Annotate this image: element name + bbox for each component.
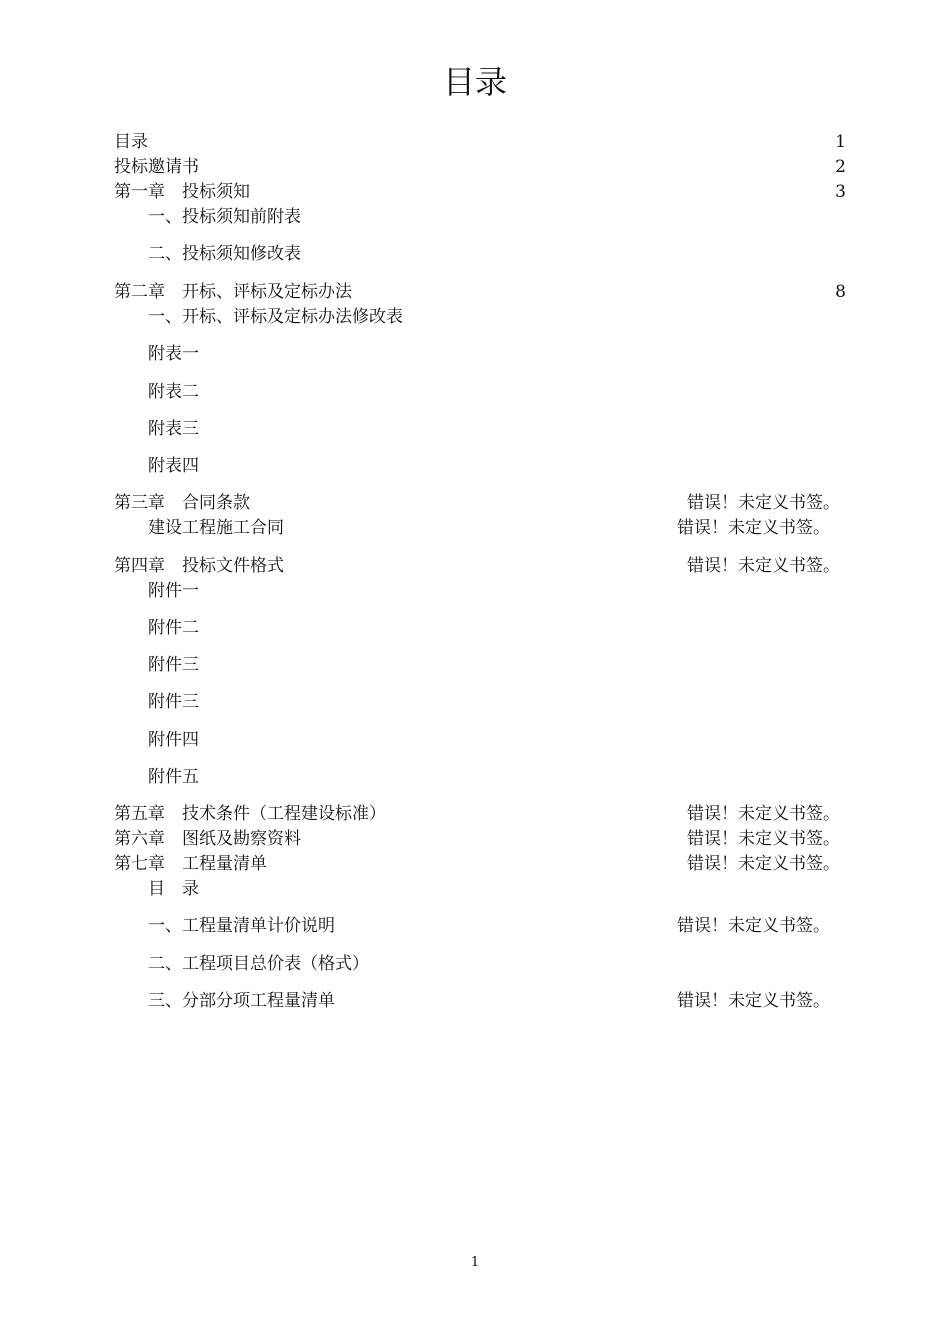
toc-entry-label: 第一章 投标须知: [114, 182, 250, 202]
toc-entry-label: 一、投标须知前附表: [148, 207, 301, 227]
toc-entry-label: 投标邀请书: [114, 157, 199, 177]
toc-entry[interactable]: [0, 827, 950, 851]
toc-subentry[interactable]: [0, 342, 950, 366]
page-title: 目录: [442, 63, 507, 101]
toc-entry-label: 二、工程项目总价表（格式）: [148, 954, 369, 974]
toc-subentry[interactable]: [0, 914, 950, 938]
toc-entry-label: 第六章 图纸及勘察资料: [114, 829, 301, 849]
toc-subentry[interactable]: [0, 417, 950, 441]
toc-entry[interactable]: [0, 491, 950, 515]
toc-entry[interactable]: [0, 280, 950, 304]
toc-entry-page-error: 错误！未定义书签。: [687, 493, 840, 513]
toc-entry-label: 目录: [114, 132, 148, 152]
toc-entry-page-error: 错误！未定义书签。: [677, 518, 830, 538]
toc-entry-label: 二、投标须知修改表: [148, 244, 301, 264]
toc-entry[interactable]: [0, 155, 950, 179]
toc-entry[interactable]: [0, 554, 950, 578]
toc-entry-label: 一、开标、评标及定标办法修改表: [148, 307, 403, 327]
toc-entry-page-error: 错误！未定义书签。: [677, 916, 830, 936]
toc-entry-page: 8: [835, 282, 846, 302]
toc-subentry[interactable]: [0, 579, 950, 603]
toc-subentry[interactable]: [0, 877, 950, 901]
toc-entry-label: 第五章 技术条件（工程建设标准）: [114, 804, 386, 824]
toc-entry-page-error: 错误！未定义书签。: [687, 854, 840, 874]
toc-entry-label: 三、分部分项工程量清单: [148, 991, 335, 1011]
toc-entry-label: 第七章 工程量清单: [114, 854, 267, 874]
toc-entry-page: 1: [835, 132, 846, 152]
toc-entry[interactable]: [0, 180, 950, 204]
toc-entry-page-error: 错误！未定义书签。: [687, 804, 840, 824]
toc-entry-label: 附表三: [148, 419, 199, 439]
toc-subentry[interactable]: [0, 242, 950, 266]
toc-subentry[interactable]: [0, 516, 950, 540]
toc-subentry[interactable]: [0, 205, 950, 229]
toc-entry-label: 附表一: [148, 344, 199, 364]
toc-entry-page: 2: [835, 157, 846, 177]
toc-subentry[interactable]: [0, 728, 950, 752]
toc-entry-page-error: 错误！未定义书签。: [687, 829, 840, 849]
toc-entry-page: 3: [835, 182, 846, 202]
toc-entry[interactable]: [0, 130, 950, 154]
toc-entry-label: 附件二: [148, 618, 199, 638]
toc-entry-page-error: 错误！未定义书签。: [677, 991, 830, 1011]
toc-entry-label: 附件一: [148, 581, 199, 601]
toc-entry-label: 目 录: [148, 879, 199, 899]
toc-subentry[interactable]: [0, 952, 950, 976]
toc-entry-label: 第四章 投标文件格式: [114, 556, 284, 576]
toc-subentry[interactable]: [0, 690, 950, 714]
toc-entry-label: 第三章 合同条款: [114, 493, 250, 513]
toc-entry-label: 附件三: [148, 655, 199, 675]
toc-entry-label: 建设工程施工合同: [148, 518, 284, 538]
toc-subentry[interactable]: [0, 305, 950, 329]
toc-entry-label: 附表二: [148, 382, 199, 402]
toc-entry-label: 附表四: [148, 456, 199, 476]
toc-entry-label: 附件四: [148, 730, 199, 750]
toc-subentry[interactable]: [0, 616, 950, 640]
toc-entry-label: 附件五: [148, 767, 199, 787]
toc-entry-label: 附件三: [148, 692, 199, 712]
toc-subentry[interactable]: [0, 454, 950, 478]
toc-subentry[interactable]: [0, 380, 950, 404]
toc-entry-label: 第二章 开标、评标及定标办法: [114, 282, 352, 302]
toc-subentry[interactable]: [0, 765, 950, 789]
toc-entry[interactable]: [0, 802, 950, 826]
toc-subentry[interactable]: [0, 653, 950, 677]
page-number: 1: [470, 1255, 480, 1270]
toc-entry[interactable]: [0, 852, 950, 876]
toc-subentry[interactable]: [0, 989, 950, 1013]
toc-entry-label: 一、工程量清单计价说明: [148, 916, 335, 936]
toc-entry-page-error: 错误！未定义书签。: [687, 556, 840, 576]
